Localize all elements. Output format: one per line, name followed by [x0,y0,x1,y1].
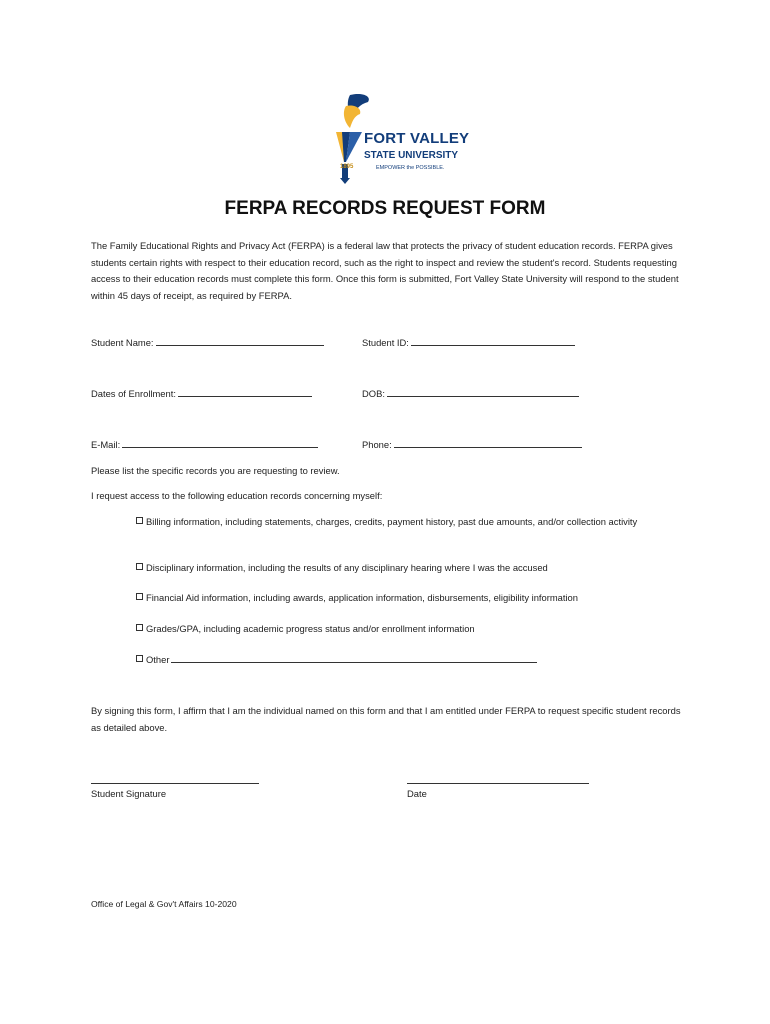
option-disciplinary-label: Disciplinary information, including the results of any disciplinary hearing where I was the accused [146,562,548,573]
financial-aid-checkbox[interactable] [136,593,143,600]
enrollment-dates-label: Dates of Enrollment: [91,388,176,399]
dob-label: DOB: [362,388,385,399]
disciplinary-checkbox[interactable] [136,563,143,570]
logo-line2: STATE UNIVERSITY [364,150,459,161]
request-access-instruction: I request access to the following education records concerning myself: [91,490,383,501]
other-line[interactable] [171,653,537,663]
form-title: FERPA RECORDS REQUEST FORM [224,198,546,219]
option-grades [136,621,696,637]
email-line[interactable] [122,438,318,448]
phone-field [362,438,582,450]
option-disciplinary [136,560,696,576]
phone-line[interactable] [394,438,582,448]
date-line[interactable] [407,783,589,784]
phone-label: Phone: [362,439,392,450]
student-signature-label: Student Signature [91,788,167,799]
enrollment-dates-field [91,387,312,399]
logo-year: 1895 [340,164,354,170]
list-records-instruction: Please list the specific records you are requesting to review. [91,465,340,476]
logo-line1: FORT VALLEY [364,130,470,147]
student-signature-line[interactable] [91,783,259,784]
option-billing-label: Billing information, including statements, charges, credits, payment history, past due amounts, and/or collection activity [146,516,638,527]
student-id-field [362,336,575,348]
date-label: Date [407,788,427,799]
email-label: E-Mail: [91,439,121,450]
billing-checkbox[interactable] [136,517,143,524]
logo-tagline: EMPOWER the POSSIBLE. [376,165,445,171]
option-financial-aid [136,590,696,606]
dob-field [362,387,579,399]
university-logo [328,92,470,184]
student-name-line[interactable] [156,336,324,346]
email-field [91,438,318,450]
student-id-label: Student ID: [362,337,409,348]
affirmation-statement: By signing this form, I affirm that I am the individual named on this form and that I am entitled under FERPA to request specific student records as detailed above. [91,705,681,733]
option-grades-label: Grades/GPA, including academic progress status and/or enrollment information [146,623,475,634]
student-name-field [91,336,324,348]
footer-note: Office of Legal & Gov't Affairs 10-2020 [91,899,237,909]
student-name-label: Student Name: [91,337,154,348]
option-other-label: Other [146,654,170,665]
option-other [136,652,696,668]
grades-checkbox[interactable] [136,624,143,631]
option-billing [136,514,696,530]
intro-paragraph: The Family Educational Rights and Privacy Act (FERPA) is a federal law that protects the privacy of student education records. FERPA gives students certain rights with respect to their education record, such as the right to inspect and review the student's record. Students requesting access to their education records must complete this form. Once this form is submitted, Fort Valley State University will respond to the student within 45 days of receipt, as required by FERPA. [91,240,679,301]
enrollment-dates-line[interactable] [178,387,312,397]
student-id-line[interactable] [411,336,575,346]
other-checkbox[interactable] [136,655,143,662]
dob-line[interactable] [387,387,579,397]
option-financial-aid-label: Financial Aid information, including awards, application information, disbursements, eligibility information [146,592,578,603]
